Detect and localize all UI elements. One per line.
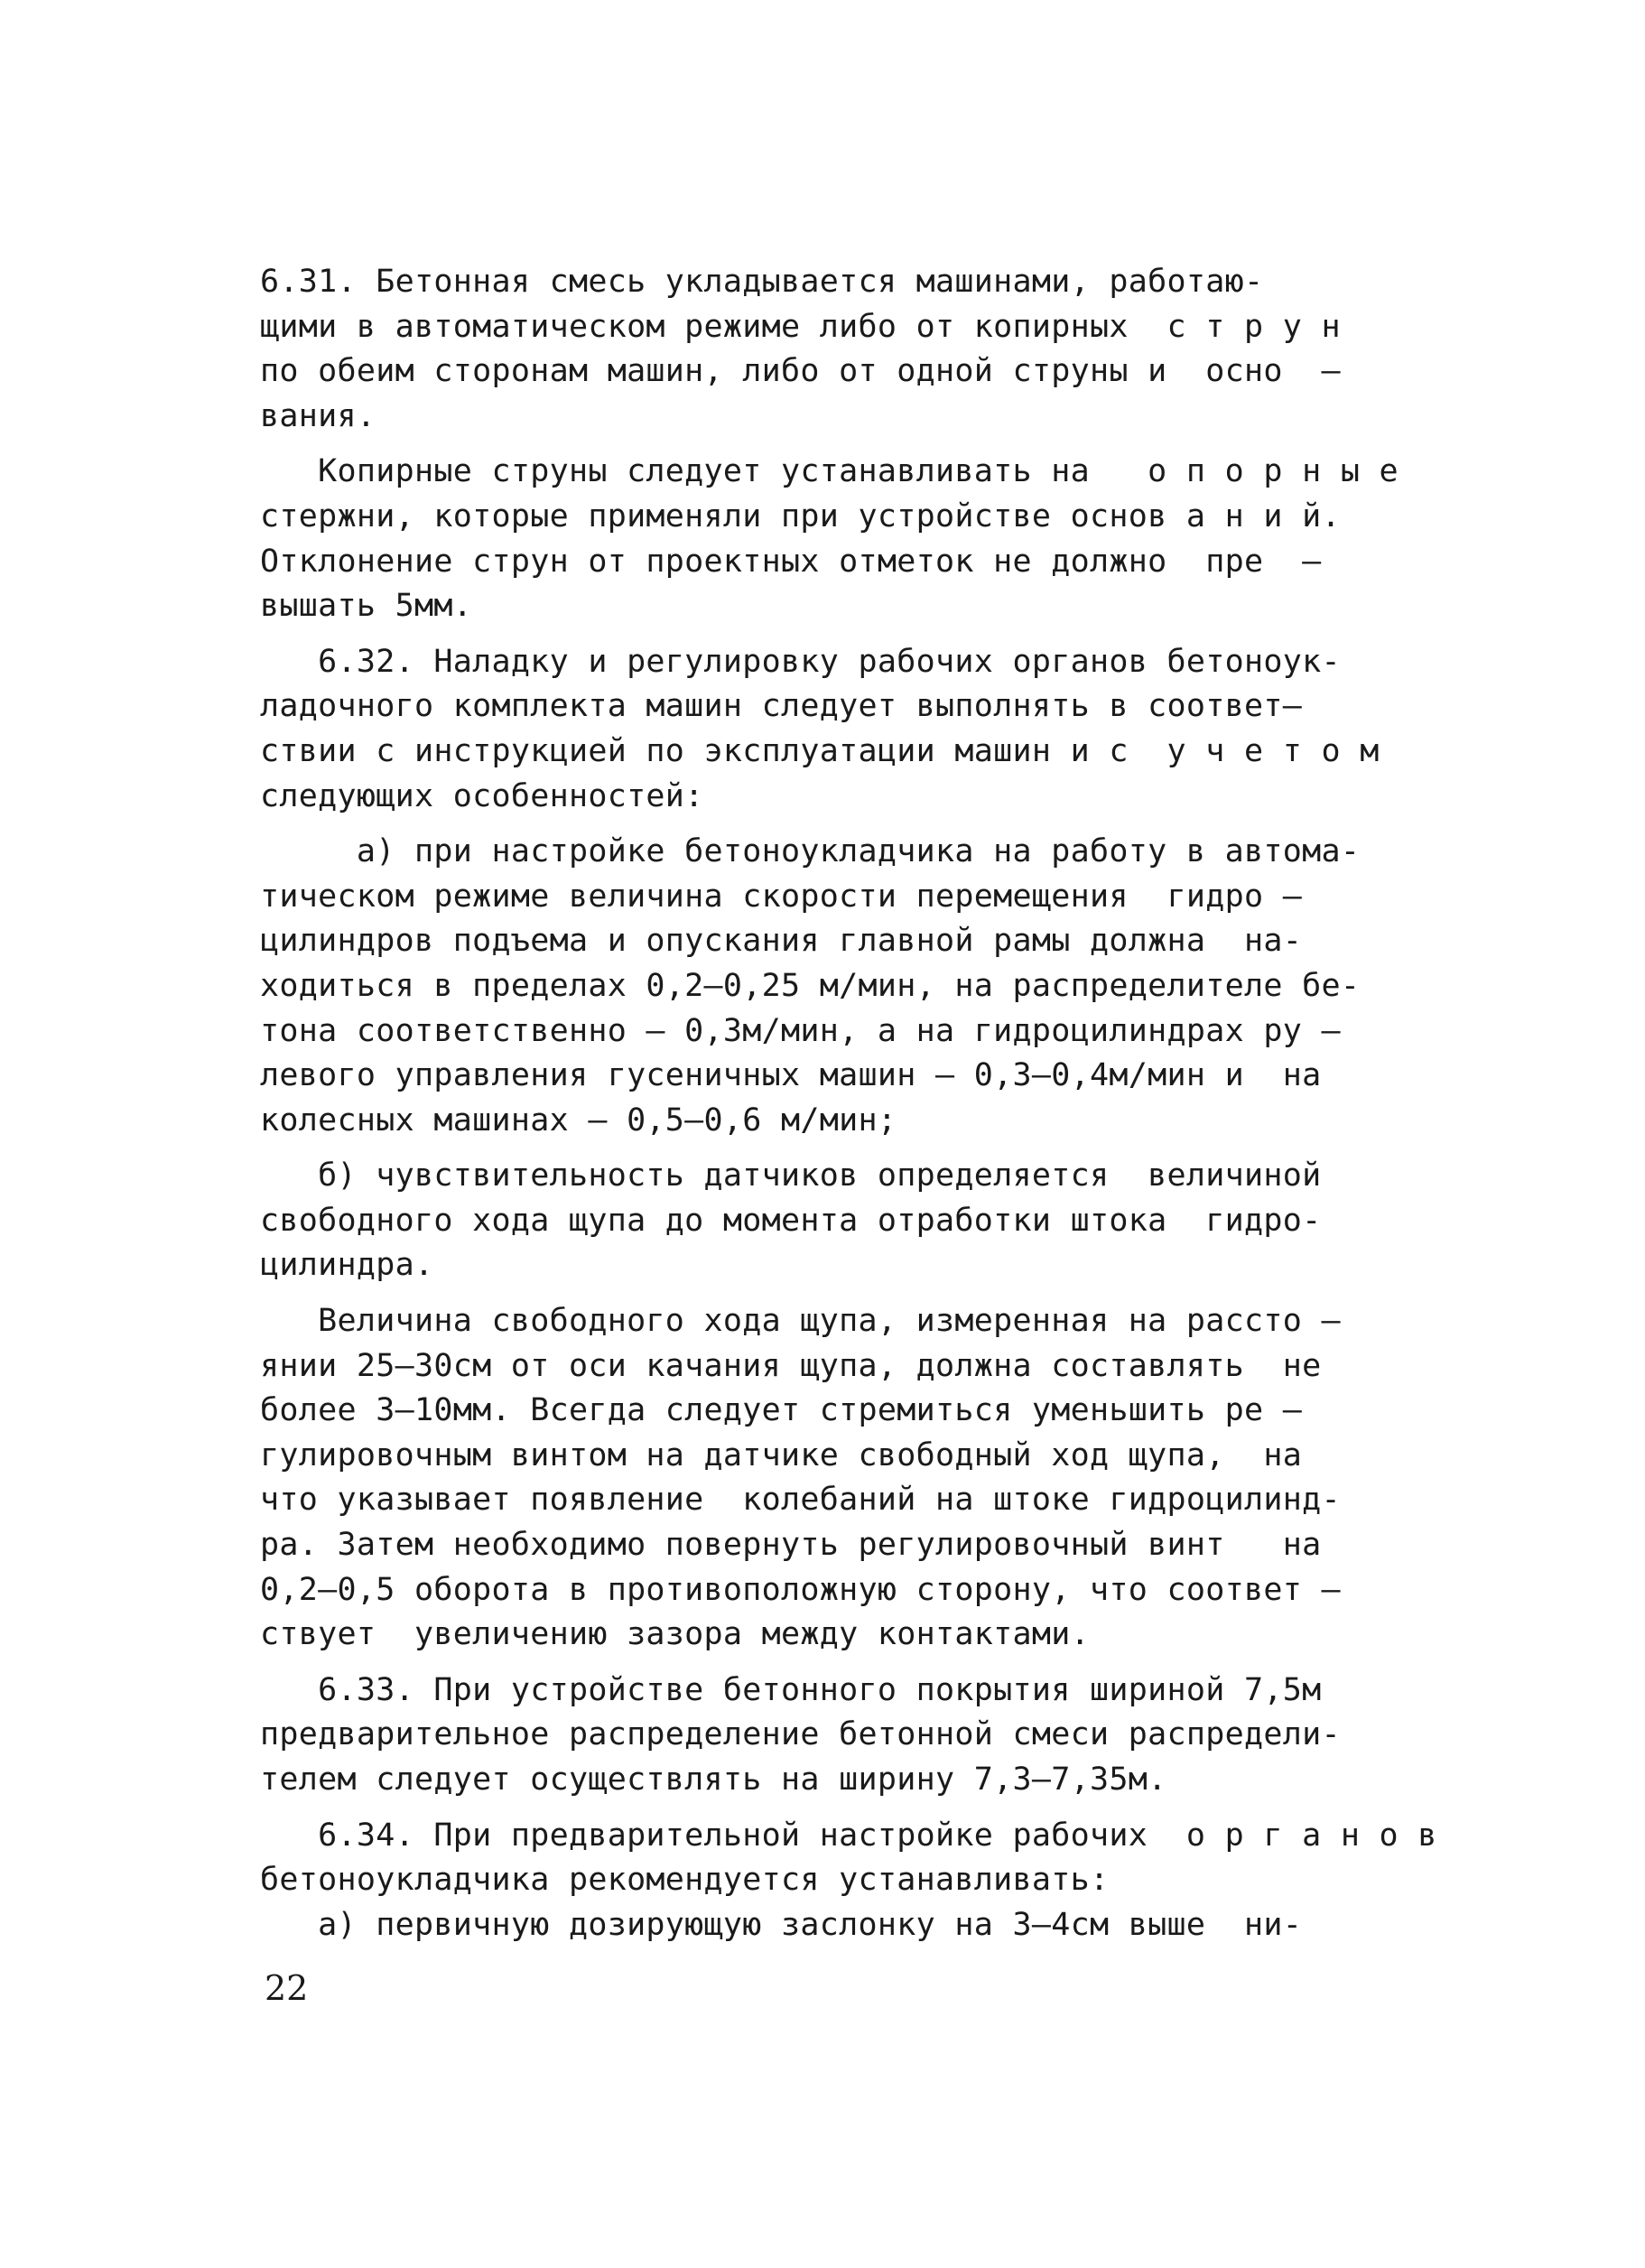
text-line: ходиться в пределах 0,2–0,25 м/мин, на распределителе бе-: [260, 967, 1361, 1004]
text-line: цилиндра.: [260, 1247, 434, 1284]
text-line: Отклонение струн от проектных отметок не должно пре –: [260, 543, 1322, 580]
text-line: ствует увеличению зазора между контактами.: [260, 1616, 1090, 1653]
paragraph-gap: [260, 1143, 1434, 1154]
text-line: 6.34. При предварительной настройке рабочих о р г а н о в: [260, 1817, 1437, 1854]
paragraph-gap: [260, 1803, 1434, 1814]
text-line: левого управления гусеничных машин – 0,3–0,4м/мин и на: [260, 1057, 1322, 1094]
text-line: ра. Затем необходимо повернуть регулировочный винт на: [260, 1527, 1322, 1564]
text-line: 0,2–0,5 оборота в противоположную сторону, что соответ –: [260, 1571, 1341, 1608]
paragraph-gap: [260, 439, 1434, 450]
text-line: колесных машинах – 0,5–0,6 м/мин;: [260, 1101, 897, 1139]
paragraph-6-32: [260, 640, 1434, 819]
paragraph-gap: [260, 1658, 1434, 1668]
text-line: вания.: [260, 397, 376, 434]
text-line: Величина свободного хода щупа, измеренная на рассто –: [260, 1303, 1341, 1340]
paragraph-gap: [260, 819, 1434, 830]
text-line: 6.32. Наладку и регулировку рабочих органов бетоноук-: [260, 643, 1341, 680]
paragraph-gap: [260, 629, 1434, 640]
paragraph-gap: [260, 1288, 1434, 1299]
text-line: цилиндров подъема и опускания главной рамы должна на-: [260, 923, 1303, 960]
text-line: ладочного комплекта машин следует выполнять в соответ–: [260, 688, 1303, 725]
text-line: янии 25–30см от оси качания щупа, должна составлять не: [260, 1347, 1322, 1384]
text-line: а) при настройке бетоноукладчика на работу в автома-: [260, 833, 1361, 870]
paragraph-6-31: [260, 260, 1434, 439]
text-line: гулировочным винтом на датчике свободный ход щупа, на: [260, 1436, 1303, 1473]
text-line: б) чувствительность датчиков определяется величиной: [260, 1157, 1322, 1194]
text-line: тона соответственно – 0,3м/мин, а на гидроцилиндрах ру –: [260, 1012, 1341, 1049]
paragraph-6-34: [260, 1814, 1437, 1948]
text-line: 6.31. Бетонная смесь укладывается машинами, работаю-: [260, 264, 1264, 300]
paragraph-free-travel: [260, 1299, 1434, 1658]
text-line: вышать 5мм.: [260, 588, 473, 625]
text-line: более 3–10мм. Всегда следует стремиться уменьшить ре –: [260, 1392, 1303, 1429]
text-line: предварительное распределение бетонной смеси распредели-: [260, 1716, 1341, 1753]
paragraph-6-33: [260, 1668, 1434, 1803]
text-line: щими в автоматическом режиме либо от копирных с т р у н: [260, 308, 1341, 345]
paragraph-copy-strings: [260, 450, 1434, 628]
text-line: ствии с инструкцией по эксплуатации машин и с у ч е т о м: [260, 732, 1380, 769]
paragraph-6-32-a: [260, 830, 1434, 1143]
text-line: а) первичную дозирующую заслонку на 3–4см выше ни-: [260, 1906, 1303, 1943]
text-line: 6.33. При устройстве бетонного покрытия шириной 7,5м: [260, 1671, 1322, 1708]
text-line: свободного хода щупа до момента отработки штока гидро-: [260, 1202, 1322, 1239]
text-line: стержни, которые применяли при устройстве основ а н и й.: [260, 497, 1341, 534]
text-line: бетоноукладчика рекомендуется устанавливать:: [260, 1862, 1110, 1899]
text-line: следующих особенностей:: [260, 777, 704, 814]
page-number: 22: [265, 1968, 309, 2008]
text-line: телем следует осуществлять на ширину 7,3–7,35м.: [260, 1761, 1167, 1798]
paragraph-6-32-b: [260, 1154, 1434, 1288]
text-line: Копирные струны следует устанавливать на о п о р н ы е: [260, 453, 1399, 490]
text-line: тическом режиме величина скорости перемещения гидро –: [260, 878, 1303, 915]
document-body: [260, 260, 1437, 1947]
text-line: по обеим сторонам машин, либо от одной струны и осно –: [260, 353, 1341, 390]
text-line: что указывает появление колебаний на штоке гидроцилинд-: [260, 1482, 1341, 1519]
